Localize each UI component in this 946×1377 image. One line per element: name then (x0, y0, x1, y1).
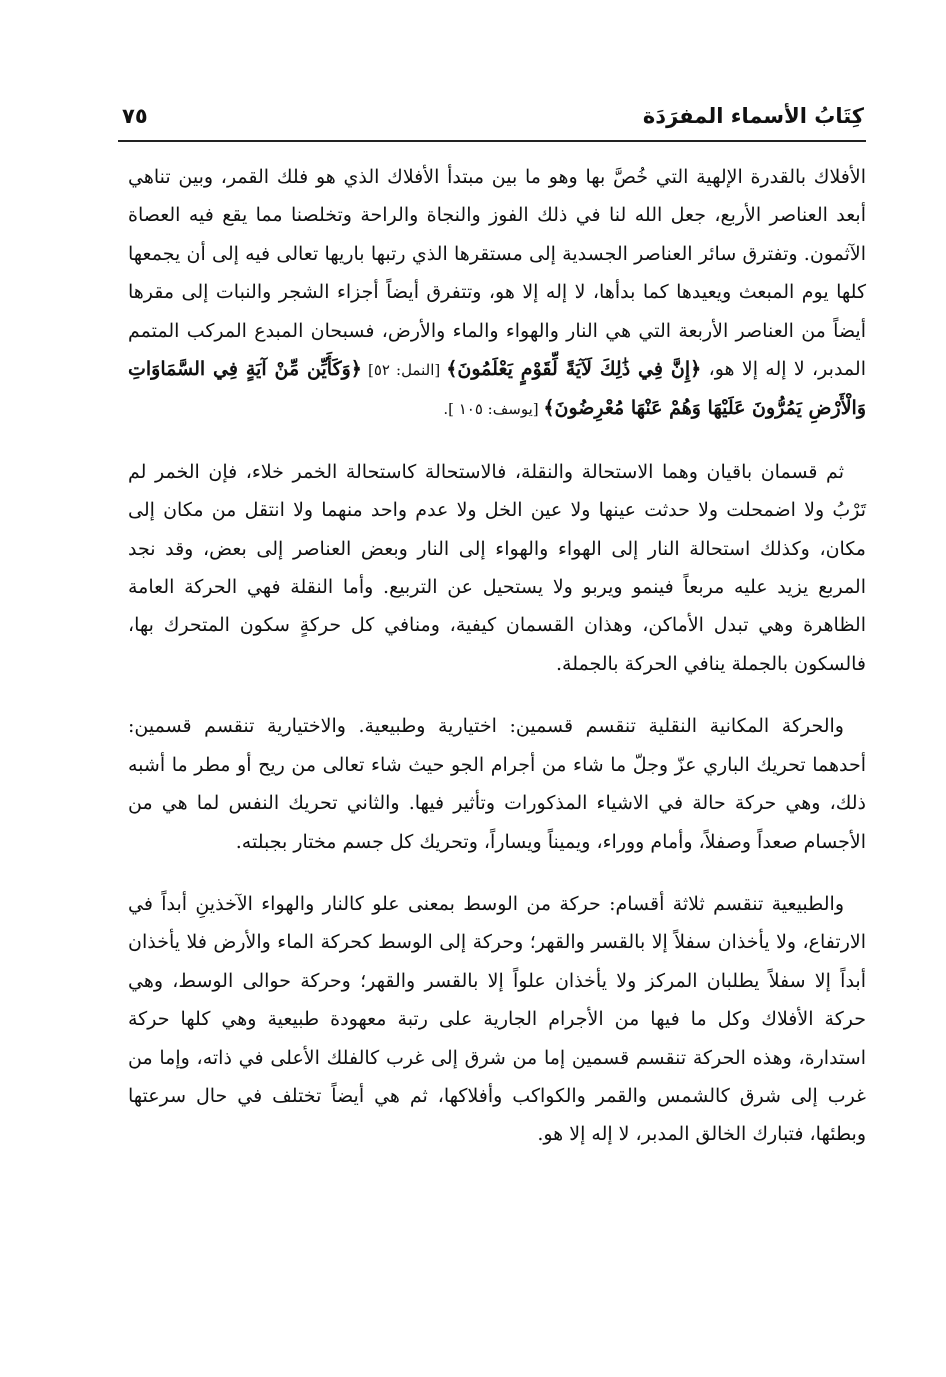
quran-verse-1: ﴿إِنَّ فِي ذَٰلِكَ لَآيَةً لِّقَوْمٍ يَعْلَمُونَ﴾ (446, 358, 702, 381)
paragraph-1 (128, 158, 866, 429)
verse-reference-2: [يوسف: ١٠٥ ]. (443, 400, 544, 419)
verse-reference-1: [النمل: ٥٢] (361, 361, 447, 380)
paragraph-1-text: الأفلاك بالقدرة الإلهية التي خُصَّ بها وهو ما بين مبتدأ الأفلاك الذي هو فلك القمر، وبين تناهي أبعد العناصر الأربع، جعل الله لنا في ذلك الفوز والنجاة والراحة وتخلصنا مما يقع فيه العصاة الآثمون. وتفترق سائر العناصر الجسدية إلى مستقرها الذي رتبها باريها تعالى فيه إلى أن يجمعها كلها يوم المبعث ويعيدها كما بدأها، لا إله إلا هو، وتتفرق أيضاً أجزاء الشجر والنبات إلى مقرها أيضاً من العناصر الأربعة التي هي النار والهواء والماء والأرض، فسبحان المبدع المركب المتمم المدبر، لا إله إلا هو، (128, 166, 866, 381)
page-header (122, 96, 864, 136)
quran-verse-2: ﴿وَكَأَيِّن مِّنْ آيَةٍ فِي السَّمَاوَاتِ وَالْأَرْضِ يَمُرُّونَ عَلَيْهَا وَهُمْ عَنْهَا مُعْرِضُونَ﴾ (128, 358, 866, 420)
page-number: ٧٥ (122, 104, 148, 128)
header-divider (118, 140, 866, 142)
paragraph-3: والحركة المكانية النقلية تنقسم قسمين: اختيارية وطبيعية. والاختيارية تنقسم قسمين: أحدهما تحريك الباري عزّ وجلّ ما شاء من أجرام الجو حيث شاء تعالى من ريح أو مطر ما أشبه ذلك، وهي حركة حالة في الاشياء المذكورات وتأثير فيها. والثاني تحريك النفس لما هي من الأجسام صعداً وصفلاً، وأمام ووراء، ويميناً ويساراً، وتحريك كل جسم مختار بجبلته. (128, 715, 866, 853)
page-body (128, 158, 866, 1178)
running-title: كِتَابُ الأسماء المفرَدَة (642, 104, 864, 128)
paragraph-2: ثم قسمان باقيان وهما الاستحالة والنقلة، فالاستحالة كاستحالة الخمر خلاء، فإن الخمر لم تَرْبُ ولا اضمحلت ولا حدثت عينها ولا عين الخل ولا عدم واحد منهما ولا انتقل من مكان إلى مكان، وكذلك استحالة النار إلى الهواء والهواء إلى النار وبعض العناصر إلى بعض، وقد نجد المربع يزيد عليه مربعاً فينمو ويربو ولا يستحيل عن التربيع. وأما النقلة فهي الحركة العامة الظاهرة وهي تبدل الأماكن، وهذان القسمان كيفية، ومنافي كل حركةٍ سكون المتحرك بها، فالسكون بالجملة ينافي الحركة بالجملة. (128, 460, 866, 675)
paragraph-4: والطبيعية تنقسم ثلاثة أقسام: حركة من الوسط بمعنى علو كالنار والهواء الآخذينِ أبداً في الارتفاع، ولا يأخذان سفلاً إلا بالقسر والقهر؛ وحركة إلى الوسط كحركة الماء والأرض فلا يأخذان أبداً إلا سفلاً يطلبان المركز ولا يأخذان علواً إلا بالقسر والقهر؛ وحركة حوالى الوسط، وهي حركة الأفلاك وكل ما فيها من الأجرام الجارية على رتبة معهودة طبيعية وهي كلها حركة استدارة، وهذه الحركة تنقسم قسمين إما من شرق إلى غرب كالفلك الأعلى في ذاته، وإما من غرب إلى شرق كالشمس والقمر والكواكب وأفلاكها، ثم هي أيضاً تختلف في حال سرعتها وبطئها، فتبارك الخالق المدبر، لا إله إلا هو. (128, 892, 866, 1146)
